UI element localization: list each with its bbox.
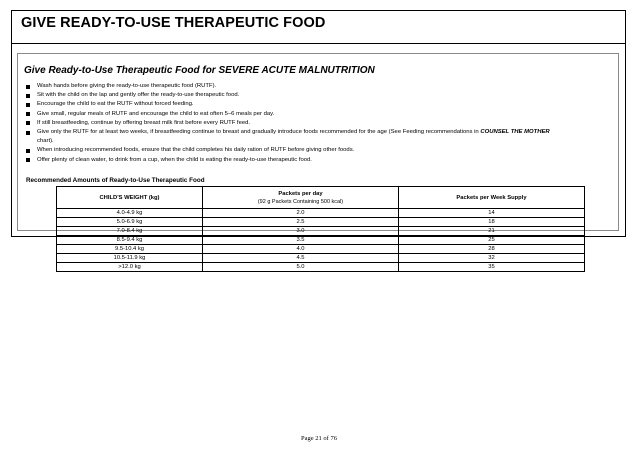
table-row: 8.5-9.4 kg 3.5 25 (57, 236, 585, 245)
bullet-square-icon (26, 103, 30, 107)
counsel-reference: COUNSEL THE MOTHER (480, 129, 550, 136)
section-title: Give Ready-to-Use Therapeutic Food for SEVERE ACUTE MALNUTRITION (24, 65, 375, 76)
page-footer: Page 21 of 76 (301, 435, 337, 442)
title-divider (12, 43, 625, 44)
table-row: >12.0 kg 5.0 35 (57, 263, 585, 272)
bullet-square-icon (26, 121, 30, 125)
list-item: Offer plenty of clean water, to drink from a cup, when the child is eating the ready-to-use therapeutic food. (26, 156, 608, 165)
bullet-square-icon (26, 131, 30, 135)
list-item: Give small, regular meals of RUTF and encourage the child to eat often 5–6 meals per day. (26, 110, 608, 119)
list-item: Give only the RUTF for at least two weeks, if breastfeeding continue to breast and gradually introduce foods recommended for the age (See Feeding recommendations in COUNSEL THE MOTHER chart). (26, 128, 608, 146)
list-item: If still breastfeeding, continue by offering breast milk first before every RUTF feed. (26, 119, 608, 128)
table-row: 4.0-4.9 kg 2.0 14 (57, 209, 585, 218)
header-packets-per-day: Packets per day (92 g Packets Containing 500 kcal) (203, 187, 399, 209)
page-title: GIVE READY-TO-USE THERAPEUTIC FOOD (21, 15, 326, 31)
bullet-square-icon (26, 85, 30, 89)
table-row: 10.5-11.9 kg 4.5 32 (57, 254, 585, 263)
table-row: 9.5-10.4 kg 4.0 28 (57, 245, 585, 254)
table-caption: Recommended Amounts of Ready-to-Use Therapeutic Food (26, 177, 205, 184)
header-packets-per-week: Packets per Week Supply (399, 187, 585, 209)
rutf-amounts-table (56, 186, 585, 272)
table-row: 7.0-8.4 kg 3.0 21 (57, 227, 585, 236)
list-item: Encourage the child to eat the RUTF without forced feeding. (26, 100, 608, 109)
table-row: 5.0-6.9 kg 2.5 18 (57, 218, 585, 227)
page-frame (11, 10, 626, 270)
table-header-row (57, 187, 585, 209)
bullet-square-icon (26, 94, 30, 98)
list-item: When introducing recommended foods, ensure that the child completes his daily ration of RUTF before giving other foods. (26, 146, 608, 155)
list-item: Wash hands before giving the ready-to-use therapeutic food (RUTF). (26, 82, 608, 91)
bullet-square-icon (26, 158, 30, 162)
header-weight: CHILD'S WEIGHT (kg) (57, 187, 203, 209)
list-item: Sit with the child on the lap and gently offer the ready-to-use therapeutic food. (26, 91, 608, 100)
bullet-square-icon (26, 112, 30, 116)
bullet-square-icon (26, 149, 30, 153)
instruction-list (26, 82, 608, 165)
rutf-section-box (17, 53, 619, 270)
